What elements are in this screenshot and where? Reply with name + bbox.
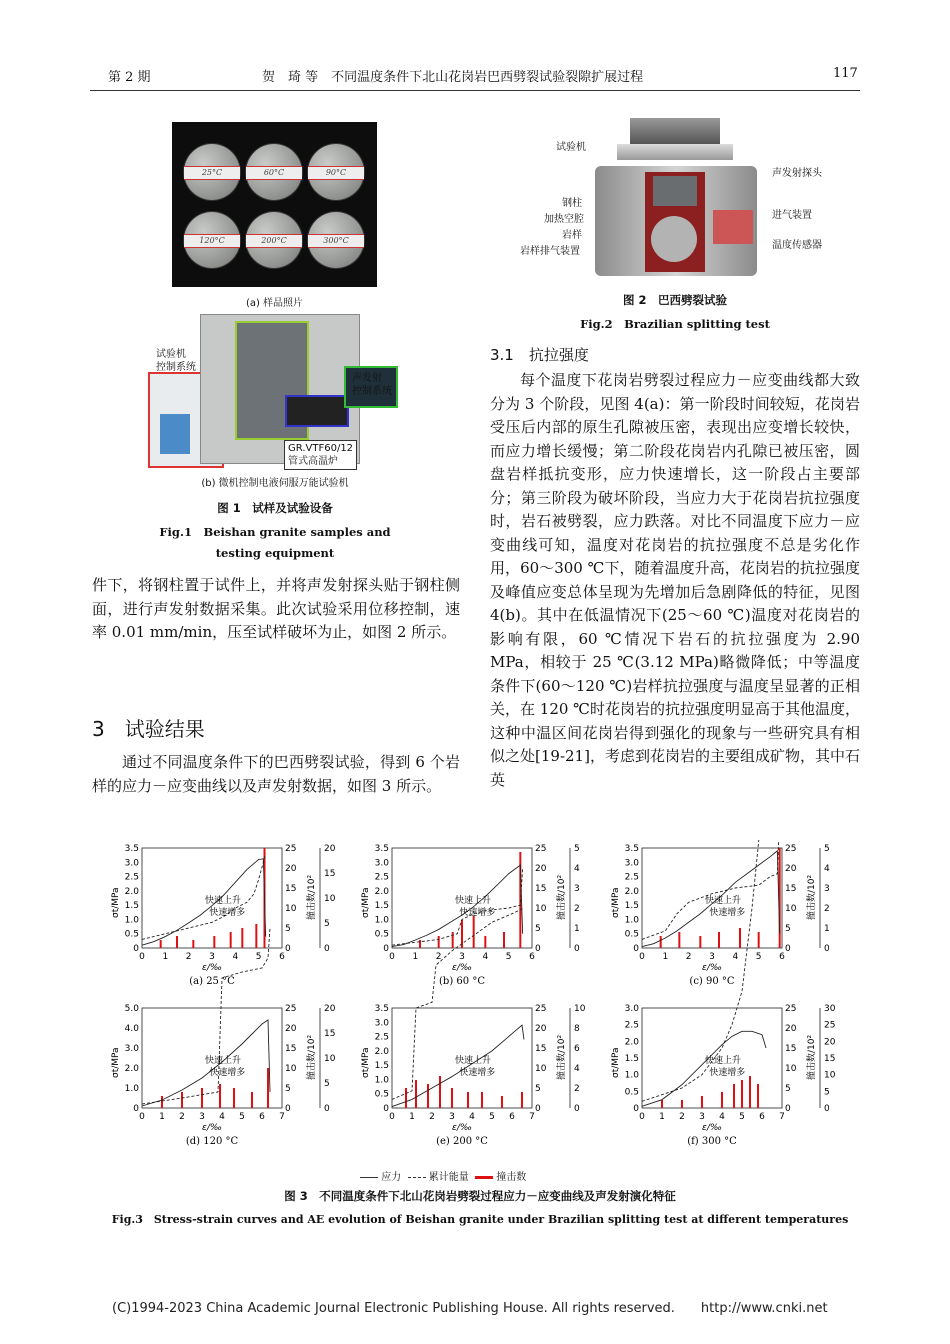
y3-tick-label: 10	[324, 894, 336, 904]
annotation-rise: 快速上升	[205, 1056, 242, 1066]
y-tick-label: 0.5	[624, 929, 639, 940]
x-tick-label: 5	[505, 952, 512, 962]
x-tick-label: 0	[139, 952, 145, 962]
x-tick-label: 6	[259, 1112, 265, 1122]
y-axis-label: σt/MPa	[611, 1047, 621, 1078]
y3-tick-label: 20	[324, 1004, 336, 1014]
y2-tick-label: 20	[785, 864, 797, 874]
subplot-title: (f) 300 °C	[687, 1136, 737, 1147]
y3-tick-label: 4	[574, 864, 580, 874]
y-tick-label: 3.5	[374, 844, 389, 854]
control-system-label: 试验机 控制系统	[156, 349, 196, 373]
y-tick-label: 0	[633, 944, 639, 954]
y-tick-label: 3.0	[624, 1004, 639, 1014]
x-tick-label: 1	[412, 952, 419, 962]
legend-energy: 累计能量	[428, 1172, 469, 1183]
x-axis-label: ε/‰	[201, 963, 223, 973]
x-axis-label: ε/‰	[701, 963, 723, 973]
y-tick-label: 2.0	[624, 886, 639, 897]
y-tick-label: 0	[133, 1104, 139, 1114]
y2-tick-label: 20	[785, 1024, 797, 1034]
x-tick-label: 4	[732, 952, 739, 962]
subplot-title: (d) 120 °C	[185, 1136, 239, 1147]
y-tick-label: 0.5	[374, 1089, 389, 1100]
sample-label: 300°C	[308, 234, 364, 248]
y2-tick-label: 0	[785, 1104, 791, 1114]
y3-tick-label: 1	[574, 924, 580, 934]
y-tick-label: 3.0	[374, 1018, 389, 1029]
y3-tick-label: 5	[824, 1087, 830, 1098]
y-tick-label: 1.0	[624, 915, 639, 926]
furnace-label: GR.VTF60/12 管式高温炉	[284, 440, 357, 470]
y3-tick-label: 25	[824, 1020, 836, 1031]
y2-tick-label: 15	[285, 884, 297, 894]
y-tick-label: 0	[383, 944, 389, 954]
y3-tick-label: 3	[824, 884, 830, 894]
x-tick-label: 1	[659, 1112, 665, 1122]
y3-tick-label: 0	[324, 944, 330, 954]
x-tick-label: 1	[159, 1112, 165, 1122]
y2-tick-label: 25	[785, 1004, 797, 1014]
y2-tick-label: 15	[535, 884, 547, 894]
y2-tick-label: 20	[535, 864, 547, 874]
x-tick-label: 7	[279, 1112, 285, 1122]
y2-tick-label: 10	[535, 1064, 547, 1074]
x-tick-label: 1	[162, 952, 169, 962]
y2-tick-label: 10	[785, 1064, 797, 1074]
y3-tick-label: 15	[824, 1054, 836, 1064]
x-tick-label: 3	[459, 952, 465, 962]
fig2-caption-cn: 图 2 巴西劈裂试验	[622, 293, 727, 307]
x-tick-label: 2	[679, 1112, 685, 1122]
y-tick-label: 0	[633, 1104, 639, 1114]
y-tick-label: 2.5	[624, 1020, 639, 1031]
x-tick-label: 5	[239, 1112, 245, 1122]
y2-tick-label: 20	[535, 1024, 547, 1034]
y3-tick-label: 20	[824, 1037, 836, 1048]
y2-tick-label: 5	[785, 924, 791, 934]
y-tick-label: 1.5	[374, 901, 389, 912]
y2-tick-label: 20	[285, 864, 297, 874]
y-tick-label: 2.5	[374, 872, 389, 883]
annotation-increase: 快速增多	[709, 908, 746, 918]
x-tick-label: 3	[699, 1112, 705, 1122]
y2-tick-label: 0	[285, 1104, 291, 1114]
sample-label: 60°C	[246, 166, 302, 180]
y3-tick-label: 5	[324, 1079, 330, 1089]
x-tick-label: 6	[279, 952, 285, 962]
legend-hits: 撞击数	[496, 1172, 527, 1183]
section-31-heading: 3.1 抗拉强度	[490, 346, 589, 364]
annotation-rise: 快速上升	[455, 1056, 492, 1066]
x-tick-label: 5	[755, 952, 762, 962]
energy-curve	[642, 840, 780, 939]
y-tick-label: 0.5	[374, 929, 389, 940]
subplot-title: (c) 90 °C	[689, 976, 735, 987]
y-tick-label: 2.0	[624, 1037, 639, 1048]
page-number: 117	[833, 66, 858, 81]
y-tick-label: 0.5	[124, 929, 139, 940]
y3-tick-label: 10	[824, 1070, 836, 1081]
y2-tick-label: 20	[285, 1024, 297, 1034]
energy-curve	[142, 854, 266, 940]
annotation-rise: 快速上升	[205, 896, 242, 906]
y3-tick-label: 0	[324, 1104, 330, 1114]
y2-tick-label: 15	[785, 884, 797, 894]
y2-tick-label: 15	[785, 1044, 797, 1054]
issue-number: 第 2 期	[108, 70, 151, 85]
y-tick-label: 3.0	[124, 1044, 139, 1054]
ae-system-label: 声发射 控制系统	[352, 373, 392, 397]
x-tick-label: 0	[639, 1112, 645, 1122]
legend-stress: 应力	[381, 1172, 402, 1183]
x-tick-label: 2	[685, 952, 692, 962]
sample-label: 25°C	[184, 166, 240, 180]
subplot-title: (e) 200 °C	[436, 1136, 488, 1147]
x-axis-label: ε/‰	[451, 963, 473, 973]
x-tick-label: 6	[779, 952, 785, 962]
label-rock-sample: 岩样	[562, 230, 582, 241]
y2-tick-label: 5	[285, 1084, 291, 1094]
annotation-increase: 快速增多	[459, 908, 496, 918]
x-tick-label: 3	[209, 952, 215, 962]
annotation-rise: 快速上升	[705, 1056, 742, 1066]
x-tick-label: 4	[219, 1112, 225, 1122]
x-tick-label: 4	[469, 1112, 475, 1122]
y3-tick-label: 1	[824, 924, 830, 934]
fig2-caption-en: Fig.2 Brazilian splitting test	[580, 317, 770, 331]
x-tick-label: 6	[529, 952, 535, 962]
y-tick-label: 0	[133, 944, 139, 954]
x-tick-label: 0	[139, 1112, 145, 1122]
y-tick-label: 2.0	[124, 1064, 139, 1074]
stress-curve	[642, 1031, 766, 1106]
x-tick-label: 3	[709, 952, 715, 962]
y-tick-label: 1.0	[124, 1084, 139, 1094]
fig1-caption-en-1: Fig.1 Beishan granite samples and	[159, 525, 391, 539]
y-tick-label: 1.0	[374, 1075, 389, 1086]
sample-label: 120°C	[184, 234, 240, 248]
y-axis-label: σt/MPa	[361, 1047, 371, 1078]
apparatus-drawing	[595, 118, 760, 283]
fig3-legend	[360, 1168, 526, 1183]
x-axis-label: ε/‰	[201, 1123, 223, 1133]
y-tick-label: 3.5	[624, 844, 639, 854]
y2-axis-label: 撞击数/10²	[307, 874, 317, 920]
y2-tick-label: 10	[535, 904, 547, 914]
x-tick-label: 4	[719, 1112, 725, 1122]
x-tick-label: 6	[509, 1112, 515, 1122]
x-tick-label: 6	[759, 1112, 765, 1122]
y-tick-label: 2.0	[374, 1046, 389, 1057]
copyright-footer: (C)1994-2023 China Academic Journal Electronic Publishing House. All rights reserved. http://www.cnki.net	[112, 1301, 828, 1316]
y-tick-label: 2.0	[124, 886, 139, 897]
y3-tick-label: 8	[574, 1024, 580, 1034]
y-tick-label: 0	[383, 1104, 389, 1114]
y-tick-label: 1.5	[624, 901, 639, 912]
y2-axis-label: 撞击数/10²	[307, 1034, 317, 1080]
y3-tick-label: 3	[574, 884, 580, 894]
y-tick-label: 3.5	[124, 844, 139, 854]
annotation-rise: 快速上升	[705, 896, 742, 906]
y2-tick-label: 0	[785, 944, 791, 954]
running-title: 贺 琦 等 不同温度条件下北山花岗岩巴西劈裂试验裂隙扩展过程	[262, 70, 644, 85]
annotation-rise: 快速上升	[455, 896, 492, 906]
label-exhaust: 岩样排气装置	[520, 246, 580, 257]
x-tick-label: 2	[429, 1112, 435, 1122]
y-tick-label: 3.0	[374, 858, 389, 869]
fig3-svg	[100, 840, 860, 1180]
fig1b-subcaption: (b) 微机控制电液伺服万能试验机	[201, 478, 349, 489]
x-axis-label: ε/‰	[451, 1123, 473, 1133]
y3-tick-label: 6	[574, 1044, 580, 1054]
y3-tick-label: 30	[824, 1004, 836, 1014]
sample-label: 90°C	[308, 166, 364, 180]
y2-axis-label: 撞击数/10²	[807, 874, 817, 920]
x-tick-label: 5	[255, 952, 262, 962]
y-tick-label: 1.5	[624, 1054, 639, 1064]
y3-tick-label: 2	[574, 904, 580, 914]
y3-tick-label: 0	[574, 944, 580, 954]
x-tick-label: 5	[739, 1112, 745, 1122]
y2-tick-label: 5	[785, 1084, 791, 1094]
y3-tick-label: 10	[574, 1004, 586, 1014]
x-tick-label: 1	[662, 952, 669, 962]
y-tick-label: 0.5	[624, 1087, 639, 1098]
y-tick-label: 1.0	[124, 915, 139, 926]
y-tick-label: 1.0	[374, 915, 389, 926]
y2-tick-label: 10	[285, 904, 297, 914]
y2-tick-label: 0	[285, 944, 291, 954]
y2-tick-label: 10	[785, 904, 797, 914]
fig1-caption-en-2: testing equipment	[215, 546, 335, 560]
x-axis-label: ε/‰	[701, 1123, 723, 1133]
annotation-increase: 快速增多	[709, 1068, 746, 1078]
y2-tick-label: 0	[535, 944, 541, 954]
y3-tick-label: 0	[824, 944, 830, 954]
x-tick-label: 7	[529, 1112, 535, 1122]
label-temp-sensor: 温度传感器	[772, 240, 822, 251]
y-axis-label: σt/MPa	[361, 887, 371, 918]
y-tick-label: 2.0	[374, 886, 389, 897]
x-tick-label: 5	[489, 1112, 495, 1122]
label-steel-column: 钢柱	[562, 198, 582, 209]
y3-tick-label: 5	[824, 844, 830, 854]
x-tick-label: 0	[389, 952, 395, 962]
x-tick-label: 3	[449, 1112, 455, 1122]
header-rule	[90, 90, 860, 91]
y2-tick-label: 25	[535, 1004, 547, 1014]
fig1a-subcaption: (a) 样品照片	[245, 298, 304, 309]
y2-axis-label: 撞击数/10²	[807, 1034, 817, 1080]
y2-tick-label: 5	[535, 924, 541, 934]
y2-tick-label: 25	[285, 1004, 297, 1014]
y2-axis-label: 撞击数/10²	[557, 874, 567, 920]
y3-tick-label: 15	[324, 1029, 336, 1039]
sample-photo	[172, 122, 377, 287]
y-tick-label: 2.5	[124, 872, 139, 883]
y2-tick-label: 15	[285, 1044, 297, 1054]
annotation-increase: 快速增多	[209, 908, 246, 918]
y2-tick-label: 25	[535, 844, 547, 854]
y-tick-label: 5.0	[124, 1004, 139, 1014]
y-tick-label: 3.0	[124, 858, 139, 869]
x-tick-label: 2	[435, 952, 442, 962]
x-tick-label: 4	[232, 952, 239, 962]
y-tick-label: 3.0	[624, 858, 639, 869]
left-paragraph-1: 件下，将钢柱置于试件上，并将声发射探头贴于钢柱侧面，进行声发射数据采集。此次试验采用位移控制，速率 0.01 mm/min，压至试样破坏为止，如图 2 所示。	[92, 576, 460, 641]
y-axis-label: σt/MPa	[611, 887, 621, 918]
y2-tick-label: 0	[535, 1104, 541, 1114]
section-3-heading: 3 试验结果	[92, 717, 205, 741]
y2-tick-label: 25	[285, 844, 297, 854]
x-tick-label: 0	[389, 1112, 395, 1122]
fig3-caption-cn: 图 3 不同温度条件下北山花岗岩劈裂过程应力－应变曲线及声发射演化特征	[284, 1189, 676, 1203]
x-tick-label: 3	[199, 1112, 205, 1122]
y-tick-label: 1.5	[124, 901, 139, 912]
subplot-title: (b) 60 °C	[439, 976, 485, 987]
x-tick-label: 1	[409, 1112, 415, 1122]
label-air-inlet: 进气装置	[772, 210, 812, 221]
label-machine: 试验机	[556, 142, 586, 153]
annotation-increase: 快速增多	[459, 1068, 496, 1078]
label-ae-probe: 声发射探头	[772, 168, 822, 179]
y3-tick-label: 5	[574, 844, 580, 854]
y3-tick-label: 4	[824, 864, 830, 874]
fig3-caption-en: Fig.3 Stress-strain curves and AE evolution of Beishan granite under Brazilian splitting test at different temperatures	[111, 1213, 849, 1226]
y-tick-label: 3.5	[374, 1004, 389, 1014]
y3-tick-label: 0	[574, 1104, 580, 1114]
y2-tick-label: 10	[285, 1064, 297, 1074]
fig3-chart-grid	[100, 840, 860, 1180]
subplot-title: (a) 25 °C	[189, 976, 235, 987]
y2-tick-label: 5	[535, 1084, 541, 1094]
x-tick-label: 4	[482, 952, 489, 962]
y2-tick-label: 5	[285, 924, 291, 934]
x-tick-label: 2	[185, 952, 192, 962]
y-tick-label: 1.5	[374, 1061, 389, 1072]
annotation-increase: 快速增多	[209, 1068, 246, 1078]
right-paragraph-1: 每个温度下花岗岩劈裂过程应力－应变曲线都大致分为 3 个阶段，见图 4(a)：第一阶段时间较短，花岗岩受压后内部的原生孔隙被压密，表现出应变增长较快，而应力增长缓慢；第二阶段花岗岩内孔隙已被压密，圆盘岩样抵抗变形，应力快速增长，这一阶段占主要部分；第三阶段为破坏阶段，当应力大于花岗岩抗拉强度时，岩石被劈裂，应力跌落。对比不同温度下应力－应变曲线可知，温度对花岗岩的抗拉强度不总是劣化作用，60～300 ℃下，随着温度升高，花岗岩的抗拉强度及峰值应变总体呈现为先增加后急剧降低的特征，见图 4(b)。其中在低温情况下(25～60 ℃)温度对花岗岩的影响有限，60 ℃情况下岩石的抗拉强度为 2.90 MPa，相较于 25 ℃(3.12 MPa)略微降低；中等温度条件下(60～120 ℃)岩样抗拉强度与温度呈显著的正相关，在 120 ℃时花岗岩的抗拉强度明显高于其他温度，这种中温区间花岗岩得到强化的现象与一些研究具有相似之处[19-21]，考虑到花岗岩的主要组成矿物，其中石英	[490, 371, 860, 789]
y2-axis-label: 撞击数/10²	[557, 1034, 567, 1080]
y3-tick-label: 2	[574, 1084, 580, 1094]
label-heating-cavity: 加热空腔	[544, 214, 584, 225]
sample-label: 200°C	[246, 234, 302, 248]
x-tick-label: 7	[779, 1112, 785, 1122]
x-tick-label: 0	[639, 952, 645, 962]
y-tick-label: 2.5	[374, 1032, 389, 1043]
y3-tick-label: 5	[324, 919, 330, 929]
y3-tick-label: 2	[824, 904, 830, 914]
y3-tick-label: 20	[324, 844, 336, 854]
y-axis-label: σt/MPa	[111, 887, 121, 918]
y2-tick-label: 15	[535, 1044, 547, 1054]
y-axis-label: σt/MPa	[111, 1047, 121, 1078]
y-tick-label: 2.5	[624, 872, 639, 883]
fig1-caption-cn: 图 1 试样及试验设备	[217, 501, 333, 515]
x-tick-label: 2	[179, 1112, 185, 1122]
left-paragraph-2: 通过不同温度条件下的巴西劈裂试验，得到 6 个岩样的应力－应变曲线以及声发射数据，如图 3 所示。	[92, 753, 460, 795]
y-tick-label: 1.0	[624, 1070, 639, 1081]
y3-tick-label: 10	[324, 1054, 336, 1064]
energy-curve	[142, 928, 270, 1104]
y2-tick-label: 25	[785, 844, 797, 854]
y-tick-label: 4.0	[124, 1024, 139, 1034]
y3-tick-label: 4	[574, 1064, 580, 1074]
y3-tick-label: 15	[324, 869, 336, 879]
y3-tick-label: 0	[824, 1104, 830, 1114]
